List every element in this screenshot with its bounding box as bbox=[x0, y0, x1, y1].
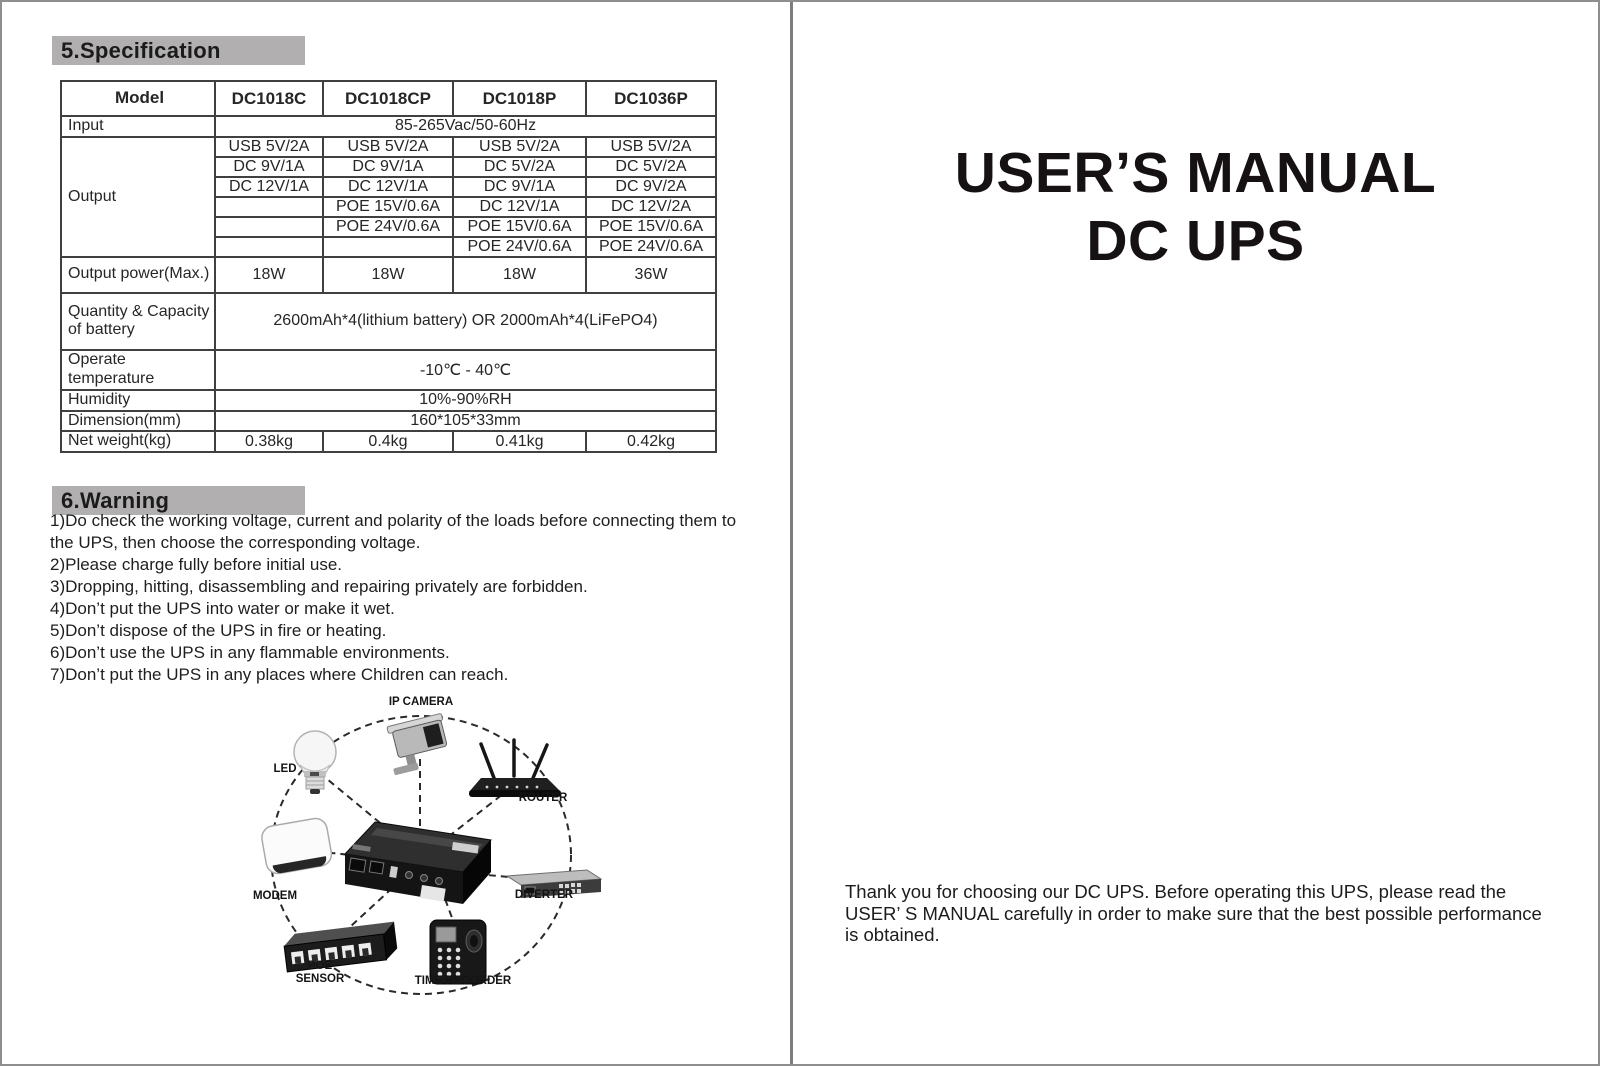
warning-item-4: 4)Don’t put the UPS into water or make it wet. bbox=[50, 599, 395, 618]
table-cell-empty bbox=[215, 237, 323, 257]
poe-sensor-icon bbox=[283, 922, 399, 972]
ip-camera-icon bbox=[383, 713, 453, 775]
table-cell-empty bbox=[215, 217, 323, 237]
row-label-dimension: Dimension(mm) bbox=[61, 411, 215, 432]
manual-title-line2: DC UPS bbox=[1086, 209, 1305, 273]
table-cell: 36W bbox=[586, 257, 716, 293]
header-model: Model bbox=[61, 81, 215, 116]
table-cell: DC 12V/1A bbox=[323, 177, 453, 197]
led-bulb-icon bbox=[294, 731, 336, 794]
table-cell: POE 15V/0.6A bbox=[586, 217, 716, 237]
table-header-row bbox=[61, 81, 716, 116]
row-label-humidity: Humidity bbox=[61, 390, 215, 411]
table-cell: DC 12V/1A bbox=[215, 177, 323, 197]
table-row-humidity bbox=[61, 390, 716, 411]
warning-item-6: 6)Don’t use the UPS in any flammable environments. bbox=[50, 643, 450, 662]
header-dc1018p: DC1018P bbox=[453, 81, 586, 116]
warning-list bbox=[50, 510, 762, 686]
table-cell: DC 9V/1A bbox=[323, 157, 453, 177]
table-cell: USB 5V/2A bbox=[453, 137, 586, 157]
table-cell: 18W bbox=[215, 257, 323, 293]
table-cell: POE 15V/0.6A bbox=[323, 197, 453, 217]
table-cell: DC 5V/2A bbox=[586, 157, 716, 177]
warning-item-5: 5)Don’t dispose of the UPS in fire or heating. bbox=[50, 621, 387, 640]
spec-section-heading: 5.Specification bbox=[52, 36, 305, 65]
label-led: LED bbox=[273, 763, 297, 775]
table-cell: DC 12V/2A bbox=[586, 197, 716, 217]
label-router: ROUTER bbox=[518, 792, 568, 804]
table-row-battery bbox=[61, 293, 716, 350]
label-modem: MODEM bbox=[252, 890, 298, 902]
row-label-weight: Net weight(kg) bbox=[61, 431, 215, 452]
table-row-output-1 bbox=[61, 137, 716, 157]
table-cell: 0.4kg bbox=[323, 431, 453, 452]
row-label-input: Input bbox=[61, 116, 215, 137]
intro-paragraph: Thank you for choosing our DC UPS. Before operating this UPS, please read the USER’ S MANUAL carefully in order to make sure that the best possible performance is obtained. bbox=[845, 881, 1542, 945]
warning-item-3: 3)Dropping, hitting, disassembling and repairing privately are forbidden. bbox=[50, 577, 588, 596]
dimension-value: 160*105*33mm bbox=[215, 411, 716, 432]
table-cell: DC 12V/1A bbox=[453, 197, 586, 217]
table-cell: DC 9V/1A bbox=[453, 177, 586, 197]
table-cell: DC 9V/1A bbox=[215, 157, 323, 177]
table-row-temperature bbox=[61, 350, 716, 390]
table-row-dimension bbox=[61, 411, 716, 432]
row-label-temperature: Operate temperature bbox=[61, 350, 215, 390]
table-cell: USB 5V/2A bbox=[215, 137, 323, 157]
warning-section-heading: 6.Warning bbox=[52, 486, 305, 515]
manual-title bbox=[793, 139, 1598, 275]
table-row-output-power bbox=[61, 257, 716, 293]
label-diverter: DIVERTER bbox=[514, 889, 574, 901]
label-poe-sensor-line2: SENSOR bbox=[295, 973, 345, 985]
table-row-weight bbox=[61, 431, 716, 452]
specification-table bbox=[60, 80, 717, 453]
row-label-output: Output bbox=[61, 137, 215, 257]
table-cell: 0.41kg bbox=[453, 431, 586, 452]
table-row-input bbox=[61, 116, 716, 137]
label-time-recorder: TIME RECORDER bbox=[414, 975, 512, 987]
row-label-battery: Quantity & Capacity of battery bbox=[61, 293, 215, 350]
header-dc1018c: DC1018C bbox=[215, 81, 323, 116]
table-cell-empty bbox=[215, 197, 323, 217]
table-cell: 18W bbox=[323, 257, 453, 293]
table-cell: POE 24V/0.6A bbox=[453, 237, 586, 257]
dc-ups-device bbox=[345, 822, 491, 904]
warning-item-7: 7)Don’t put the UPS in any places where Children can reach. bbox=[50, 665, 509, 684]
router-icon bbox=[469, 740, 561, 797]
temperature-value: -10℃ - 40℃ bbox=[215, 350, 716, 390]
table-cell: DC 5V/2A bbox=[453, 157, 586, 177]
humidity-value: 10%-90%RH bbox=[215, 390, 716, 411]
table-cell: POE 24V/0.6A bbox=[323, 217, 453, 237]
warning-item-2: 2)Please charge fully before initial use. bbox=[50, 555, 342, 574]
table-cell: 0.38kg bbox=[215, 431, 323, 452]
manual-title-line1: USER’S MANUAL bbox=[954, 141, 1437, 205]
table-cell: 0.42kg bbox=[586, 431, 716, 452]
table-cell: DC 9V/2A bbox=[586, 177, 716, 197]
table-cell: POE 24V/0.6A bbox=[586, 237, 716, 257]
table-cell-empty bbox=[323, 237, 453, 257]
table-cell: 18W bbox=[453, 257, 586, 293]
ups-connection-diagram bbox=[225, 682, 625, 1012]
battery-value: 2600mAh*4(lithium battery) OR 2000mAh*4(LiFePO4) bbox=[215, 293, 716, 350]
label-ip-camera: IP CAMERA bbox=[388, 696, 454, 708]
row-label-output-power: Output power(Max.) bbox=[61, 257, 215, 293]
header-dc1018cp: DC1018CP bbox=[323, 81, 453, 116]
table-cell: USB 5V/2A bbox=[323, 137, 453, 157]
header-dc1036p: DC1036P bbox=[586, 81, 716, 116]
label-poe-sensor-line1: POE bbox=[307, 960, 333, 972]
modem-icon bbox=[260, 817, 333, 876]
warning-item-1: 1)Do check the working voltage, current and polarity of the loads before connecting them to the UPS, then choose the corresponding voltage. bbox=[50, 511, 737, 552]
input-value: 85-265Vac/50-60Hz bbox=[215, 116, 716, 137]
table-cell: POE 15V/0.6A bbox=[453, 217, 586, 237]
table-cell: USB 5V/2A bbox=[586, 137, 716, 157]
